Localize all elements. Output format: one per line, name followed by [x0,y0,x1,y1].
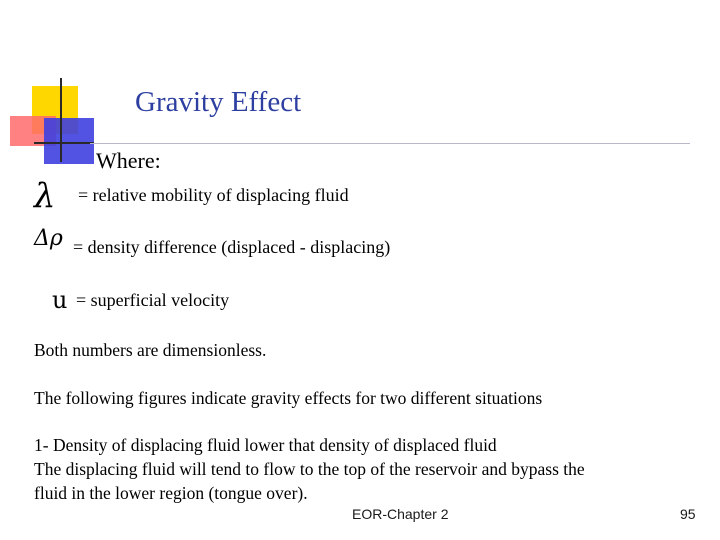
footer-chapter: EOR-Chapter 2 [352,506,449,522]
logo-vertical-line [60,78,62,162]
situation-one-line-2: The displacing fluid will tend to flow to the top of the reservoir and bypass the [34,459,585,479]
situation-one-line-1: 1- Density of displacing fluid lower that density of displaced fluid [34,435,497,455]
page-number: 95 [680,506,696,522]
logo-horizontal-line [34,142,94,144]
u-symbol: u [52,286,68,314]
delta-rho-symbol: Δρ [34,226,63,251]
lambda-symbol: λ [34,176,56,216]
title-underline [90,143,690,144]
lambda-definition: = relative mobility of displacing fluid [78,185,349,205]
logo-blue-square [44,118,94,164]
slide-title: Gravity Effect [135,86,302,118]
figures-intro: The following figures indicate gravity effects for two different situations [34,388,543,408]
situation-one-block [34,433,585,505]
dimensionless-note: Both numbers are dimensionless. [34,340,267,360]
situation-one-line-3: fluid in the lower region (tongue over). [34,483,308,503]
delta-rho-definition: = density difference (displaced - displacing) [73,237,391,257]
u-definition: = superficial velocity [76,290,230,310]
where-label: Where: [96,148,161,173]
